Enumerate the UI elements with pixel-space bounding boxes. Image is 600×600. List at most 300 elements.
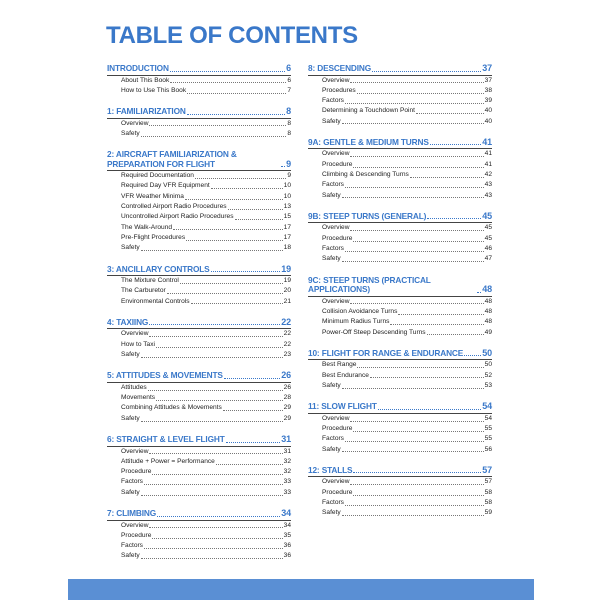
section-title: 11: SLOW FLIGHT: [308, 401, 377, 412]
entry-label: Safety: [121, 244, 140, 252]
leader-dots: [345, 505, 484, 506]
section-title: 8: DESCENDING: [308, 63, 372, 73]
entry-page-number: 37: [484, 76, 492, 84]
entry-label: Factors: [322, 499, 344, 507]
entry-label: Safety: [121, 351, 140, 359]
entry-page-number: 31: [283, 447, 291, 455]
leader-dots: [173, 229, 283, 230]
toc-entry[interactable]: [121, 329, 291, 339]
entry-label: Safety: [322, 381, 341, 389]
entry-label: The Walk-Around: [121, 223, 173, 231]
entry-page-number: 40: [484, 117, 492, 125]
entry-label: Required Documentation: [121, 172, 194, 180]
entry-page-number: 40: [484, 107, 492, 115]
leader-dots: [141, 357, 283, 358]
toc-entry[interactable]: [121, 129, 291, 139]
entry-page-number: 58: [484, 488, 492, 496]
toc-section: [107, 64, 291, 96]
entry-page-number: 57: [484, 478, 492, 486]
leader-dots: [195, 178, 286, 179]
entry-page-number: 8: [287, 129, 291, 137]
section-heading[interactable]: [107, 265, 291, 277]
toc-entry[interactable]: [322, 434, 492, 444]
leader-dots: [350, 303, 483, 304]
leader-dots: [345, 103, 484, 104]
entry-label: Overview: [121, 119, 149, 127]
entry-page-number: 59: [484, 509, 492, 517]
toc-section: [308, 402, 492, 455]
leader-dots: [141, 136, 287, 137]
entry-page-number: 28: [283, 394, 291, 402]
entry-label: Safety: [322, 509, 341, 517]
leader-dots: [148, 390, 283, 391]
entry-label: About This Book: [121, 76, 170, 84]
leader-dots: [345, 187, 484, 188]
toc-entry[interactable]: [121, 76, 291, 86]
leader-dots: [180, 283, 283, 284]
toc-section: [107, 265, 291, 307]
toc-entry[interactable]: [322, 498, 492, 508]
entry-label: Procedure: [121, 468, 152, 476]
toc-entry[interactable]: [322, 106, 492, 116]
section-heading[interactable]: [308, 349, 492, 361]
toc-section: [308, 349, 492, 391]
entry-label: Climbing & Descending Turns: [322, 171, 409, 179]
section-page-number: 54: [482, 401, 492, 412]
entry-label: Safety: [322, 255, 341, 263]
toc-entry[interactable]: [121, 551, 291, 561]
section-page-number: 41: [482, 136, 492, 147]
toc-entry[interactable]: [322, 86, 492, 96]
toc-section: [308, 466, 492, 519]
toc-section: [107, 107, 291, 139]
leader-dots: [342, 515, 484, 516]
section-page-number: 19: [281, 263, 291, 274]
section-title: 10: FLIGHT FOR RANGE & ENDURANCE: [308, 347, 464, 358]
page-title: TABLE OF CONTENTS: [106, 22, 358, 49]
toc-section: [107, 435, 291, 498]
section-page-number: 37: [482, 63, 492, 73]
section-title: 12: STALLS: [308, 464, 353, 475]
section-heading[interactable]: [107, 107, 291, 119]
entry-label: Movements: [121, 394, 156, 402]
entry-label: Procedure: [322, 234, 353, 242]
toc-entry[interactable]: [322, 381, 492, 391]
toc-entry[interactable]: [121, 340, 291, 350]
toc-section: [308, 276, 492, 338]
entry-label: Factors: [322, 97, 344, 105]
leader-dots: [149, 125, 286, 126]
leader-dots: [152, 474, 282, 475]
toc-entry[interactable]: [121, 119, 291, 129]
leader-dots: [370, 377, 484, 378]
entry-page-number: 48: [484, 318, 492, 326]
leader-dots: [350, 421, 483, 422]
leader-dots: [223, 410, 283, 411]
entry-page-number: 54: [484, 414, 492, 422]
section-page-number: 48: [482, 284, 492, 295]
entry-page-number: 17: [283, 223, 291, 231]
section-page-number: 50: [482, 347, 492, 358]
entry-label: Environmental Controls: [121, 297, 190, 305]
entry-page-number: 45: [484, 234, 492, 242]
leader-dots: [149, 453, 282, 454]
section-heading[interactable]: [107, 64, 291, 76]
entry-label: Safety: [121, 129, 140, 137]
toc-entry[interactable]: [121, 297, 291, 307]
entry-label: Best Range: [322, 361, 357, 369]
entry-label: Procedure: [121, 531, 152, 539]
toc-entry[interactable]: [121, 541, 291, 551]
section-heading[interactable]: [107, 435, 291, 447]
leader-dots: [372, 71, 481, 72]
section-page-number: 26: [281, 370, 291, 381]
leader-dots: [342, 197, 484, 198]
toc-entry[interactable]: [322, 317, 492, 327]
entry-page-number: 7: [287, 86, 291, 94]
leader-dots: [226, 442, 281, 443]
entry-page-number: 10: [283, 182, 291, 190]
entry-page-number: 32: [283, 468, 291, 476]
toc-entry[interactable]: [322, 371, 492, 381]
entry-page-number: 22: [283, 340, 291, 348]
leader-dots: [281, 166, 285, 167]
entry-page-number: 58: [484, 499, 492, 507]
leader-dots: [350, 82, 483, 83]
leader-dots: [156, 347, 283, 348]
entry-label: Procedure: [322, 425, 353, 433]
leader-dots: [152, 538, 282, 539]
toc-entry[interactable]: [121, 350, 291, 360]
section-title: 9C: STEEP TURNS (PRACTICAL APPLICATIONS): [308, 274, 431, 295]
leader-dots: [353, 241, 483, 242]
leader-dots: [353, 431, 483, 432]
entry-page-number: 9: [287, 172, 291, 180]
entry-page-number: 43: [484, 191, 492, 199]
toc-entry[interactable]: [121, 233, 291, 243]
entry-page-number: 49: [484, 328, 492, 336]
leader-dots: [144, 484, 283, 485]
entry-page-number: 43: [484, 181, 492, 189]
entry-page-number: 46: [484, 245, 492, 253]
entry-page-number: 48: [484, 297, 492, 305]
leader-dots: [398, 314, 483, 315]
toc-section: [308, 138, 492, 201]
leader-dots: [345, 251, 484, 252]
entry-label: Safety: [121, 488, 140, 496]
entry-label: Safety: [322, 445, 341, 453]
entry-label: The Mixture Control: [121, 277, 179, 285]
entry-label: Overview: [322, 76, 350, 84]
toc-entry[interactable]: [121, 212, 291, 222]
entry-label: Safety: [322, 191, 341, 199]
entry-page-number: 15: [283, 213, 291, 221]
footer-bar: [68, 579, 534, 600]
entry-page-number: 55: [484, 435, 492, 443]
toc-entry[interactable]: [322, 191, 492, 201]
toc-entry[interactable]: [322, 477, 492, 487]
leader-dots: [191, 303, 283, 304]
entry-page-number: 48: [484, 307, 492, 315]
entry-label: Overview: [121, 447, 149, 455]
leader-dots: [353, 472, 481, 473]
entry-page-number: 35: [283, 531, 291, 539]
entry-page-number: 41: [484, 150, 492, 158]
section-heading[interactable]: [308, 138, 492, 150]
toc-entry[interactable]: [322, 328, 492, 338]
section-page-number: 8: [286, 106, 291, 117]
toc-entry[interactable]: [322, 234, 492, 244]
toc-entry[interactable]: [322, 170, 492, 180]
section-heading[interactable]: [308, 466, 492, 478]
entry-label: Safety: [121, 414, 140, 422]
entry-label: Safety: [322, 117, 341, 125]
entry-label: Combining Attitudes & Movements: [121, 404, 222, 412]
entry-label: Factors: [322, 435, 344, 443]
toc-entry[interactable]: [121, 171, 291, 181]
section-heading[interactable]: [107, 318, 291, 330]
leader-dots: [350, 156, 483, 157]
toc-entry[interactable]: [121, 223, 291, 233]
leader-dots: [357, 367, 483, 368]
toc-entry[interactable]: [121, 86, 291, 96]
leader-dots: [216, 464, 283, 465]
leader-dots: [350, 484, 483, 485]
entry-page-number: 41: [484, 160, 492, 168]
entry-page-number: 13: [283, 203, 291, 211]
leader-dots: [149, 336, 282, 337]
entry-page-number: 19: [283, 277, 291, 285]
entry-label: Procedure: [322, 160, 353, 168]
toc-entry[interactable]: [322, 223, 492, 233]
entry-page-number: 32: [283, 457, 291, 465]
toc-entry[interactable]: [121, 477, 291, 487]
toc-entry[interactable]: [322, 360, 492, 370]
entry-page-number: 50: [484, 361, 492, 369]
toc-entry[interactable]: [322, 149, 492, 159]
entry-label: How to Taxi: [121, 340, 155, 348]
toc-entry[interactable]: [121, 414, 291, 424]
leader-dots: [342, 123, 484, 124]
entry-page-number: 8: [287, 119, 291, 127]
toc-entry[interactable]: [121, 286, 291, 296]
leader-dots: [464, 355, 481, 356]
entry-page-number: 39: [484, 97, 492, 105]
entry-page-number: 10: [283, 192, 291, 200]
toc-entry[interactable]: [322, 488, 492, 498]
entry-page-number: 56: [484, 445, 492, 453]
toc-entry[interactable]: [322, 76, 492, 86]
leader-dots: [416, 113, 484, 114]
leader-dots: [186, 240, 283, 241]
toc-entry[interactable]: [322, 96, 492, 106]
entry-page-number: 33: [283, 488, 291, 496]
toc-entry[interactable]: [322, 414, 492, 424]
entry-page-number: 55: [484, 425, 492, 433]
section-page-number: 6: [286, 63, 291, 73]
leader-dots: [427, 334, 484, 335]
section-heading[interactable]: [308, 402, 492, 414]
leader-dots: [211, 188, 283, 189]
leader-dots: [427, 218, 481, 219]
entry-label: Power-Off Steep Descending Turns: [322, 328, 426, 336]
section-page-number: 22: [281, 316, 291, 327]
toc-column-right: [308, 64, 492, 530]
leader-dots: [149, 527, 282, 528]
toc-entry[interactable]: [121, 447, 291, 457]
leader-dots: [144, 548, 283, 549]
entry-label: Overview: [322, 224, 350, 232]
entry-label: Safety: [121, 552, 140, 560]
toc-entry[interactable]: [121, 467, 291, 477]
entry-label: Pre-Flight Procedures: [121, 233, 186, 241]
leader-dots: [350, 230, 483, 231]
entry-page-number: 17: [283, 233, 291, 241]
entry-label: How to Use This Book: [121, 86, 187, 94]
leader-dots: [357, 93, 484, 94]
entry-label: Procedure: [322, 488, 353, 496]
toc-section: [107, 318, 291, 360]
leader-dots: [353, 167, 483, 168]
section-title: INTRODUCTION: [107, 63, 169, 73]
entry-page-number: 29: [283, 414, 291, 422]
toc-entry[interactable]: [322, 180, 492, 190]
toc-entry[interactable]: [121, 457, 291, 467]
toc-entry[interactable]: [121, 393, 291, 403]
section-heading[interactable]: [107, 150, 291, 171]
entry-label: Factors: [121, 542, 143, 550]
entry-page-number: 36: [283, 552, 291, 560]
toc-entry[interactable]: [121, 531, 291, 541]
entry-page-number: 23: [283, 351, 291, 359]
leader-dots: [141, 495, 283, 496]
leader-dots: [211, 271, 281, 272]
entry-page-number: 47: [484, 255, 492, 263]
entry-label: Overview: [322, 414, 350, 422]
section-title: 3: ANCILLARY CONTROLS: [107, 263, 210, 274]
section-heading[interactable]: [308, 212, 492, 224]
section-heading[interactable]: [107, 509, 291, 521]
leader-dots: [378, 409, 482, 410]
entry-label: Controlled Airport Radio Procedures: [121, 203, 227, 211]
leader-dots: [235, 219, 283, 220]
toc-entry[interactable]: [121, 521, 291, 531]
toc-entry[interactable]: [121, 243, 291, 253]
leader-dots: [187, 114, 285, 115]
toc-section: [107, 509, 291, 562]
entry-page-number: 33: [283, 478, 291, 486]
entry-label: Overview: [322, 150, 350, 158]
toc-entry[interactable]: [322, 117, 492, 127]
leader-dots: [185, 199, 283, 200]
section-title: 6: STRAIGHT & LEVEL FLIGHT: [107, 434, 225, 445]
toc-entry[interactable]: [322, 297, 492, 307]
section-title: 5: ATTITUDES & MOVEMENTS: [107, 370, 223, 381]
section-title: 2: AIRCRAFT FAMILIARIZATION & PREPARATION FOR FLIGHT: [107, 149, 237, 169]
entry-page-number: 45: [484, 224, 492, 232]
toc-entry[interactable]: [121, 383, 291, 393]
leader-dots: [149, 324, 280, 325]
toc-entry[interactable]: [121, 181, 291, 191]
toc-entry[interactable]: [322, 254, 492, 264]
entry-page-number: 21: [283, 297, 291, 305]
entry-label: Overview: [322, 297, 350, 305]
entry-label: Procedures: [322, 86, 356, 94]
entry-label: Best Endurance: [322, 371, 369, 379]
toc-section: [308, 64, 492, 127]
leader-dots: [141, 250, 283, 251]
entry-page-number: 42: [484, 171, 492, 179]
entry-label: Factors: [322, 181, 344, 189]
toc-entry[interactable]: [322, 160, 492, 170]
entry-label: Uncontrolled Airport Radio Procedures: [121, 213, 234, 221]
toc-entry[interactable]: [322, 307, 492, 317]
section-page-number: 9: [286, 158, 291, 169]
toc-entry[interactable]: [121, 403, 291, 413]
section-page-number: 45: [482, 210, 492, 221]
entry-label: Overview: [121, 330, 149, 338]
leader-dots: [390, 324, 483, 325]
entry-page-number: 38: [484, 86, 492, 94]
section-heading[interactable]: [308, 64, 492, 76]
leader-dots: [410, 177, 484, 178]
leader-dots: [342, 388, 484, 389]
toc-entry[interactable]: [121, 488, 291, 498]
entry-label: Required Day VFR Equipment: [121, 182, 210, 190]
leader-dots: [477, 292, 481, 293]
toc-entry[interactable]: [121, 192, 291, 202]
leader-dots: [228, 209, 283, 210]
entry-label: Factors: [322, 245, 344, 253]
entry-page-number: 22: [283, 330, 291, 338]
toc-entry[interactable]: [121, 276, 291, 286]
section-title: 1: FAMILIARIZATION: [107, 106, 186, 117]
section-page-number: 34: [281, 508, 291, 519]
toc-section: [107, 371, 291, 424]
leader-dots: [167, 293, 283, 294]
entry-label: Attitude + Power = Performance: [121, 457, 215, 465]
section-heading[interactable]: [107, 371, 291, 383]
entry-page-number: 53: [484, 381, 492, 389]
entry-page-number: 36: [283, 542, 291, 550]
leader-dots: [342, 261, 484, 262]
section-page-number: 31: [281, 434, 291, 445]
entry-page-number: 29: [283, 404, 291, 412]
entry-label: Overview: [322, 478, 350, 486]
section-page-number: 57: [482, 464, 492, 475]
toc-entry[interactable]: [121, 202, 291, 212]
toc-entry[interactable]: [322, 508, 492, 518]
toc-entry[interactable]: [322, 244, 492, 254]
leader-dots: [156, 400, 283, 401]
leader-dots: [187, 93, 286, 94]
entry-page-number: 18: [283, 244, 291, 252]
entry-page-number: 34: [283, 521, 291, 529]
entry-page-number: 20: [283, 287, 291, 295]
section-title: 9B: STEEP TURNS (GENERAL): [308, 210, 427, 221]
section-title: 7: CLIMBING: [107, 508, 157, 519]
section-title: 9A: GENTLE & MEDIUM TURNS: [308, 136, 429, 147]
section-heading[interactable]: [308, 276, 492, 297]
leader-dots: [157, 516, 280, 517]
leader-dots: [141, 558, 283, 559]
leader-dots: [345, 441, 484, 442]
toc-entry[interactable]: [322, 445, 492, 455]
section-title: 4: TAXIING: [107, 316, 149, 327]
entry-page-number: 26: [283, 383, 291, 391]
toc-entry[interactable]: [322, 424, 492, 434]
entry-page-number: 6: [287, 76, 291, 84]
